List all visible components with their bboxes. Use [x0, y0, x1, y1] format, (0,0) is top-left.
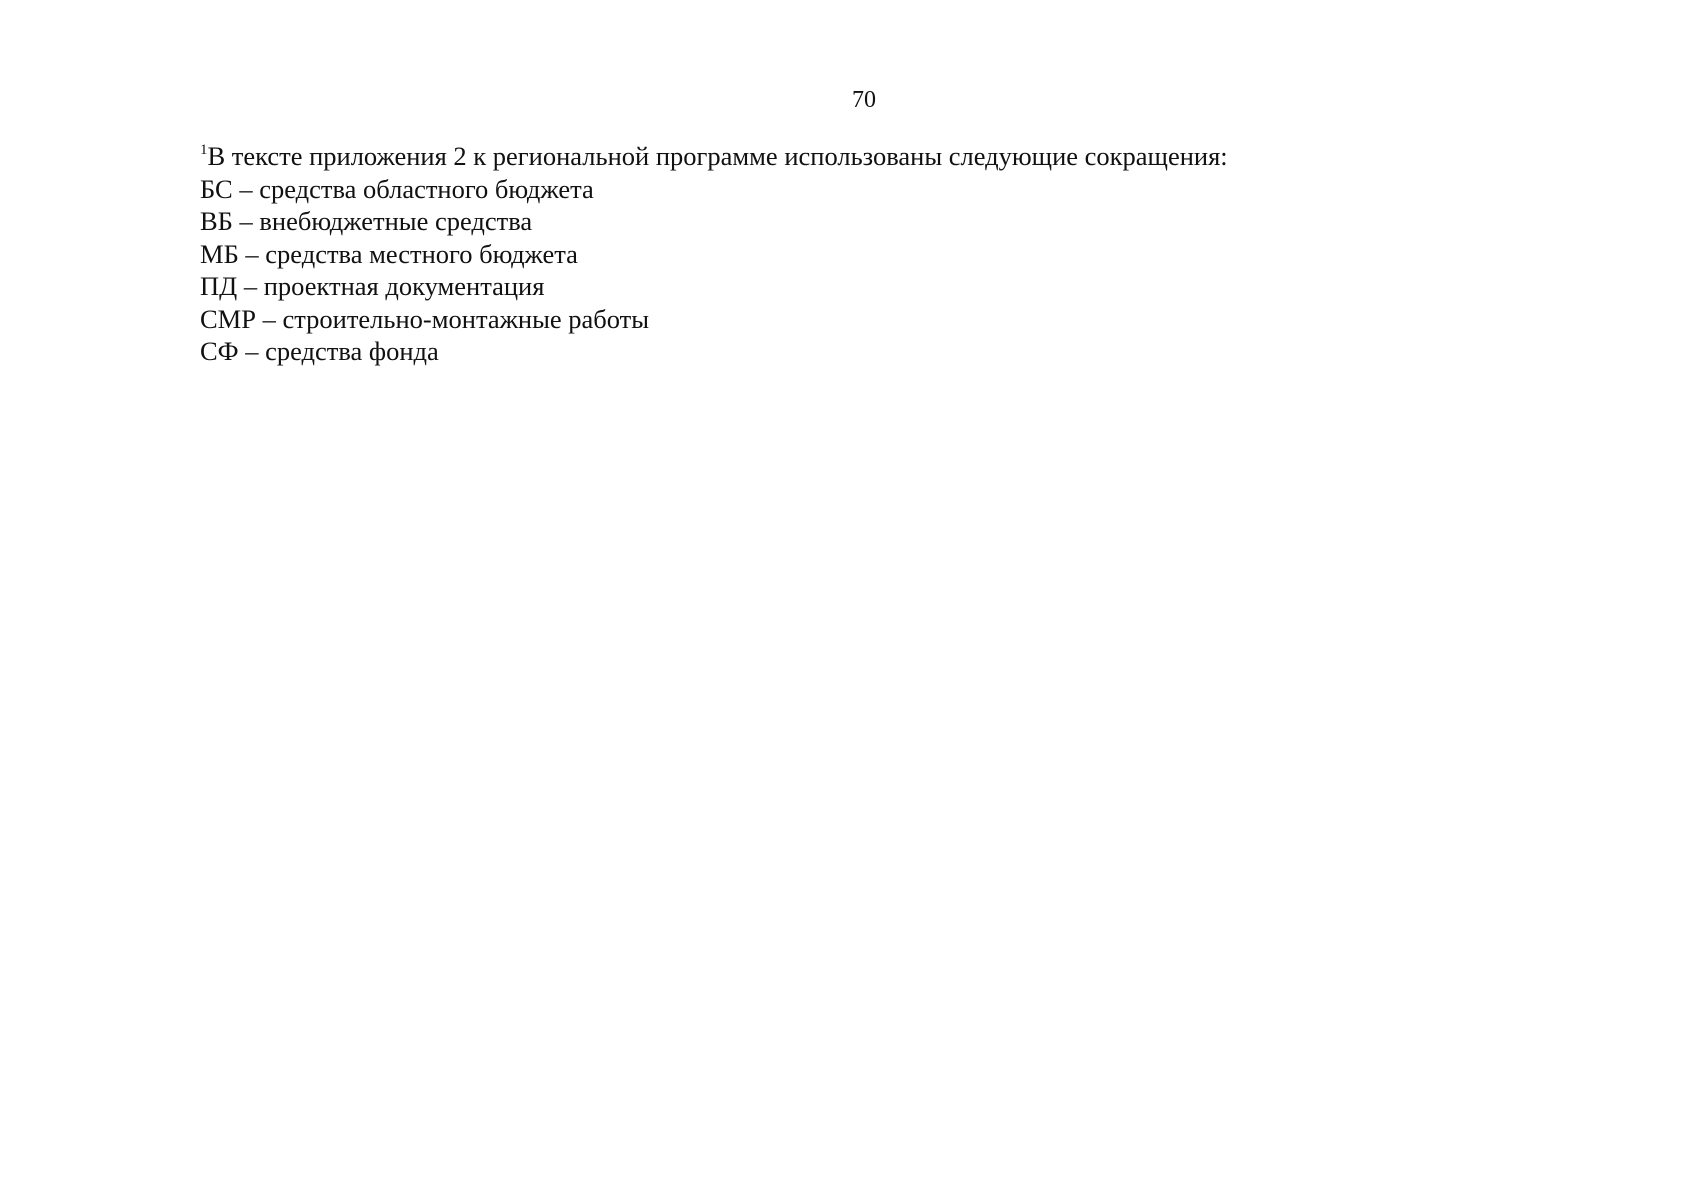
abbreviation-item — [200, 205, 1600, 238]
abbreviation-meaning: средства местного бюджета — [265, 238, 578, 269]
abbreviation-code: МБ — [200, 238, 239, 269]
abbreviation-code: ВБ — [200, 206, 233, 236]
abbreviation-separator: – — [232, 173, 260, 204]
footnote-intro-line — [200, 140, 1600, 173]
abbreviation-meaning: проектная документация — [263, 271, 545, 301]
abbreviation-code: ПД — [200, 271, 238, 301]
abbreviation-code: СМР — [200, 303, 256, 334]
footnote-intro-text: В тексте приложения 2 к региональной программе использованы следующие сокращения: — [207, 141, 1228, 171]
abbreviation-meaning: средства фонда — [265, 336, 439, 366]
abbreviation-item — [200, 173, 1600, 206]
abbreviation-list — [200, 173, 1600, 368]
abbreviation-separator: – — [238, 238, 266, 269]
footnote-marker: 1 — [200, 142, 208, 158]
abbreviation-code: СФ — [200, 336, 239, 366]
abbreviation-separator: – — [232, 206, 260, 236]
abbreviation-item — [200, 303, 1600, 336]
abbreviation-separator: – — [237, 271, 264, 301]
abbreviation-meaning: внебюджетные средства — [259, 206, 533, 236]
abbreviation-separator: – — [255, 303, 283, 334]
abbreviation-item — [200, 238, 1600, 271]
abbreviation-meaning: строительно-монтажные работы — [282, 303, 650, 334]
footnote — [200, 140, 1600, 368]
page-number: 70 — [852, 87, 876, 113]
abbreviation-meaning: средства областного бюджета — [259, 173, 594, 204]
abbreviation-separator: – — [238, 336, 266, 366]
abbreviation-code: БС — [200, 173, 233, 204]
abbreviation-item — [200, 270, 1600, 303]
abbreviation-item — [200, 335, 1600, 368]
